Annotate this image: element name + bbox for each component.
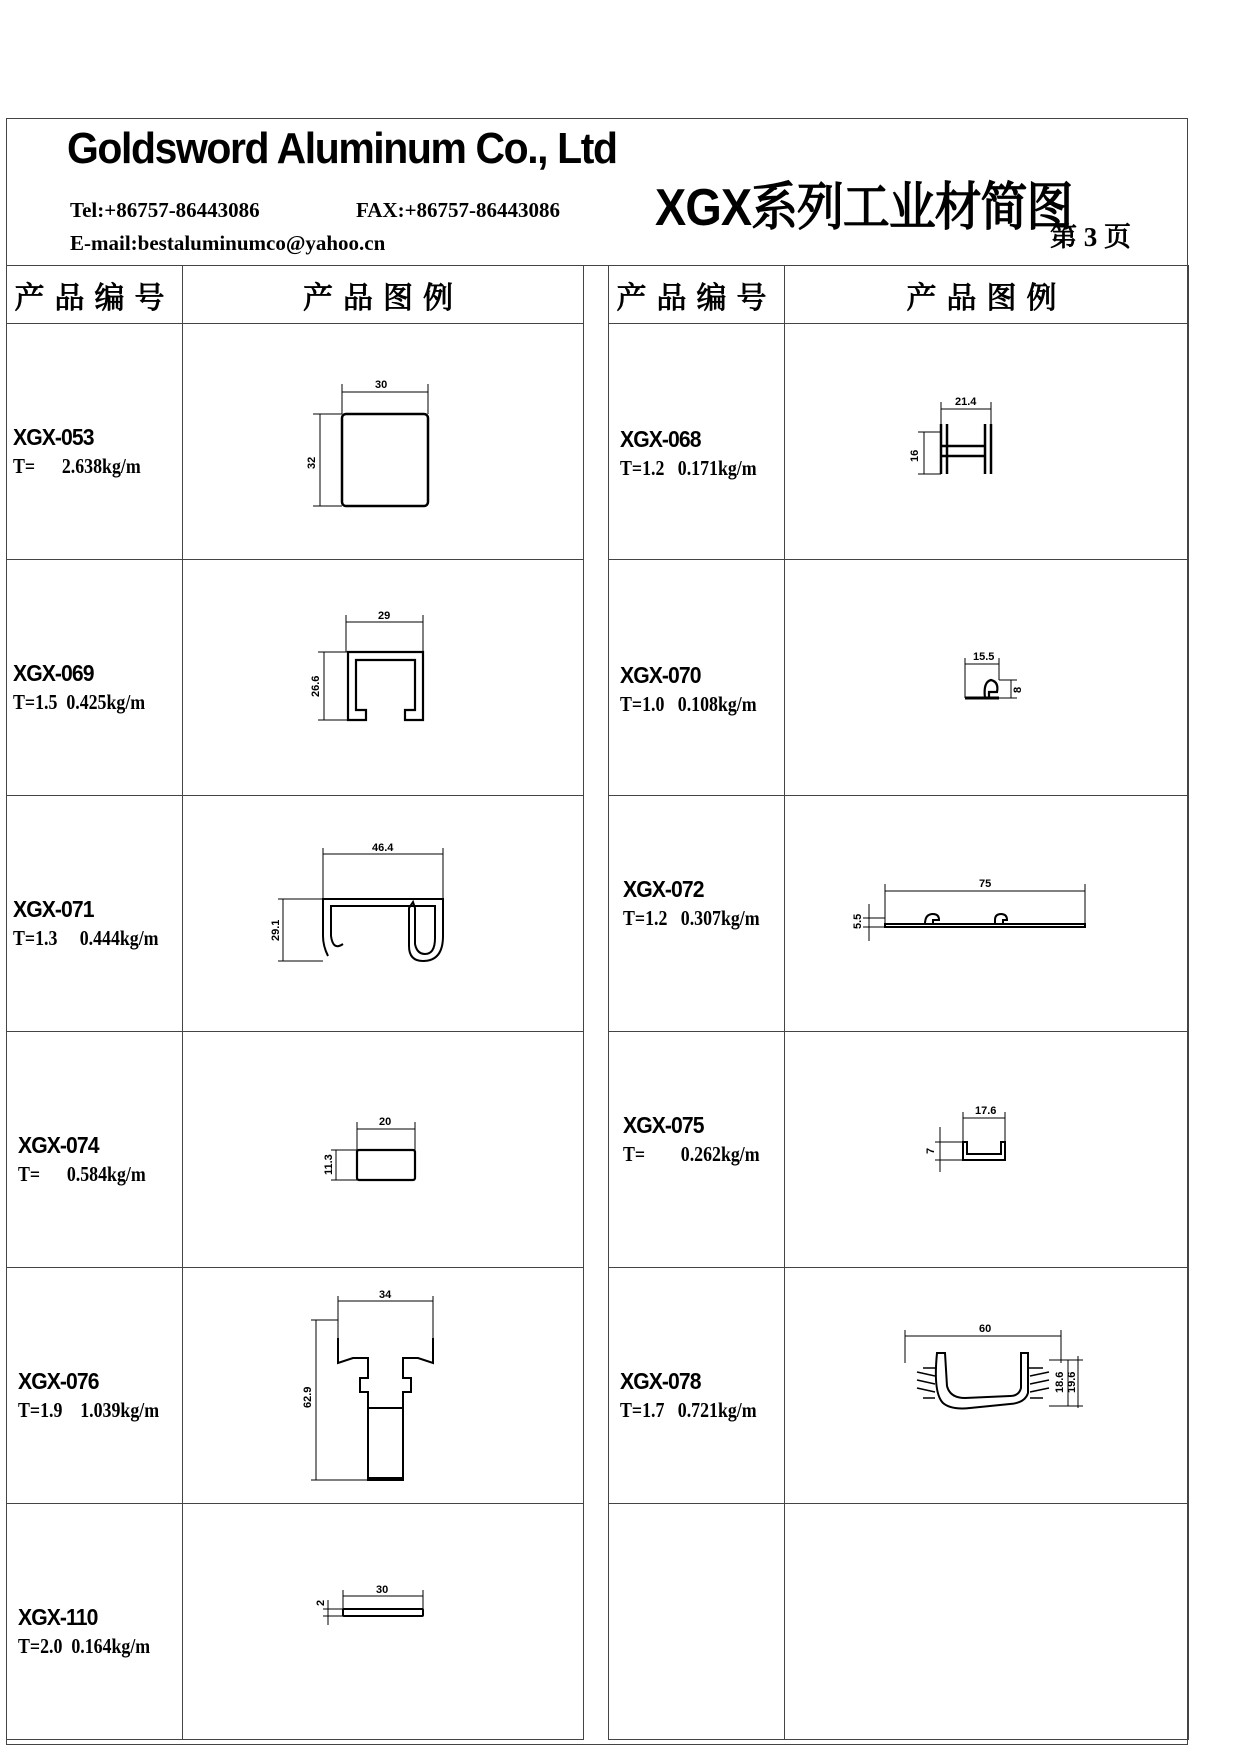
product-info-cell — [7, 1504, 183, 1740]
svg-text:30: 30 — [375, 379, 388, 391]
profile-drawing-xgx-075 — [785, 1032, 1189, 1268]
product-drawing-cell — [183, 1032, 584, 1268]
table-row — [7, 1032, 584, 1268]
svg-text:46.4: 46.4 — [372, 842, 394, 854]
profile-drawing-xgx-110 — [183, 1504, 584, 1740]
profile-drawing-xgx-053 — [183, 324, 584, 560]
product-drawing-cell — [785, 1032, 1189, 1268]
product-code: XGX-068 — [620, 426, 701, 452]
product-drawing-cell — [183, 1268, 584, 1504]
product-info-cell — [609, 1504, 785, 1740]
product-drawing-cell — [183, 560, 584, 796]
svg-text:75: 75 — [979, 878, 992, 890]
product-drawing-cell — [785, 796, 1189, 1032]
product-drawing-cell — [785, 324, 1189, 560]
product-info-cell — [7, 796, 183, 1032]
table-row — [7, 560, 584, 796]
product-drawing-cell — [183, 796, 584, 1032]
table-row — [609, 324, 1189, 560]
product-spec: T=1.2 0.171kg/m — [620, 456, 757, 480]
product-info-cell — [7, 1268, 183, 1504]
product-spec: T=1.9 1.039kg/m — [18, 1398, 160, 1422]
product-code: XGX-110 — [18, 1604, 98, 1630]
product-spec: T=1.2 0.307kg/m — [623, 906, 760, 930]
svg-text:62.9: 62.9 — [302, 1386, 314, 1408]
product-code: XGX-071 — [13, 896, 94, 922]
drawing-column-header: 产品图例 — [183, 266, 584, 324]
svg-text:19.6: 19.6 — [1066, 1371, 1078, 1393]
svg-text:17.6: 17.6 — [975, 1105, 997, 1117]
product-drawing-cell — [785, 1268, 1189, 1504]
product-spec: T=1.0 0.108kg/m — [620, 692, 757, 716]
svg-text:20: 20 — [379, 1116, 392, 1128]
profile-drawing-xgx-069 — [183, 560, 584, 796]
product-info-cell — [609, 324, 785, 560]
product-spec: T=1.7 0.721kg/m — [620, 1398, 757, 1422]
table-row — [7, 324, 584, 560]
telephone: Tel:+86757-86443086 — [70, 198, 260, 222]
fax: FAX:+86757-86443086 — [356, 198, 561, 222]
right-product-table — [608, 265, 1189, 1740]
profile-drawing-xgx-078 — [785, 1268, 1189, 1504]
code-column-header: 产品编号 — [609, 266, 785, 324]
svg-text:18.6: 18.6 — [1054, 1371, 1066, 1393]
svg-text:29: 29 — [378, 610, 391, 622]
svg-text:11.3: 11.3 — [323, 1154, 335, 1175]
left-product-table — [6, 265, 584, 1740]
product-drawing-cell — [183, 324, 584, 560]
profile-drawing-xgx-072 — [785, 796, 1189, 1032]
svg-text:30: 30 — [376, 1584, 389, 1596]
svg-text:16: 16 — [909, 449, 921, 462]
table-row — [7, 1504, 584, 1740]
product-code: XGX-070 — [620, 662, 701, 688]
email: E-mail:bestaluminumco@yahoo.cn — [70, 231, 386, 255]
svg-text:2: 2 — [315, 1599, 327, 1606]
table-row — [609, 560, 1189, 796]
document-title: XGX系列工业材简图 — [655, 179, 1073, 237]
table-row — [7, 796, 584, 1032]
product-info-cell — [7, 1032, 183, 1268]
product-code: XGX-069 — [13, 660, 94, 686]
product-info-cell — [609, 1268, 785, 1504]
product-drawing-cell — [785, 560, 1189, 796]
product-code: XGX-078 — [620, 1368, 701, 1394]
product-info-cell — [7, 560, 183, 796]
svg-text:60: 60 — [979, 1323, 992, 1335]
table-row — [609, 1268, 1189, 1504]
svg-text:21.4: 21.4 — [955, 396, 977, 408]
svg-text:8: 8 — [1012, 686, 1024, 693]
product-spec: T=1.3 0.444kg/m — [13, 926, 159, 950]
profile-drawing-xgx-068 — [785, 324, 1189, 560]
product-info-cell — [609, 560, 785, 796]
product-drawing-cell — [183, 1504, 584, 1740]
product-info-cell — [609, 1032, 785, 1268]
drawing-column-header: 产品图例 — [785, 266, 1189, 324]
profile-drawing-xgx-074 — [183, 1032, 584, 1268]
table-row — [7, 1268, 584, 1504]
profile-drawing-xgx-071 — [183, 796, 584, 1032]
product-code: XGX-076 — [18, 1368, 99, 1394]
svg-text:32: 32 — [306, 456, 318, 469]
product-spec: T=1.5 0.425kg/m — [13, 690, 146, 714]
product-spec: T= 2.638kg/m — [13, 454, 141, 478]
product-info-cell — [609, 796, 785, 1032]
table-row — [609, 796, 1189, 1032]
svg-text:7: 7 — [925, 1147, 937, 1154]
product-spec: T=2.0 0.164kg/m — [18, 1634, 151, 1658]
product-code: XGX-053 — [13, 424, 94, 450]
company-name: Goldsword Aluminum Co., Ltd — [67, 124, 617, 173]
profile-drawing-xgx-070 — [785, 560, 1189, 796]
product-spec: T= 0.584kg/m — [18, 1162, 146, 1186]
product-code: XGX-074 — [18, 1132, 99, 1158]
page-number: 第 3 页 — [1050, 222, 1131, 252]
svg-text:26.6: 26.6 — [310, 675, 322, 697]
product-spec: T= 0.262kg/m — [623, 1142, 760, 1166]
svg-text:15.5: 15.5 — [973, 651, 995, 663]
svg-text:34: 34 — [379, 1289, 392, 1301]
code-column-header: 产品编号 — [7, 266, 183, 324]
product-drawing-cell — [785, 1504, 1189, 1740]
table-row-empty — [609, 1504, 1189, 1740]
product-code: XGX-075 — [623, 1112, 704, 1138]
product-code: XGX-072 — [623, 876, 704, 902]
table-row — [609, 1032, 1189, 1268]
svg-text:5.5: 5.5 — [852, 913, 864, 929]
profile-drawing-xgx-076 — [183, 1268, 584, 1504]
svg-text:29.1: 29.1 — [270, 919, 282, 941]
product-info-cell — [7, 324, 183, 560]
